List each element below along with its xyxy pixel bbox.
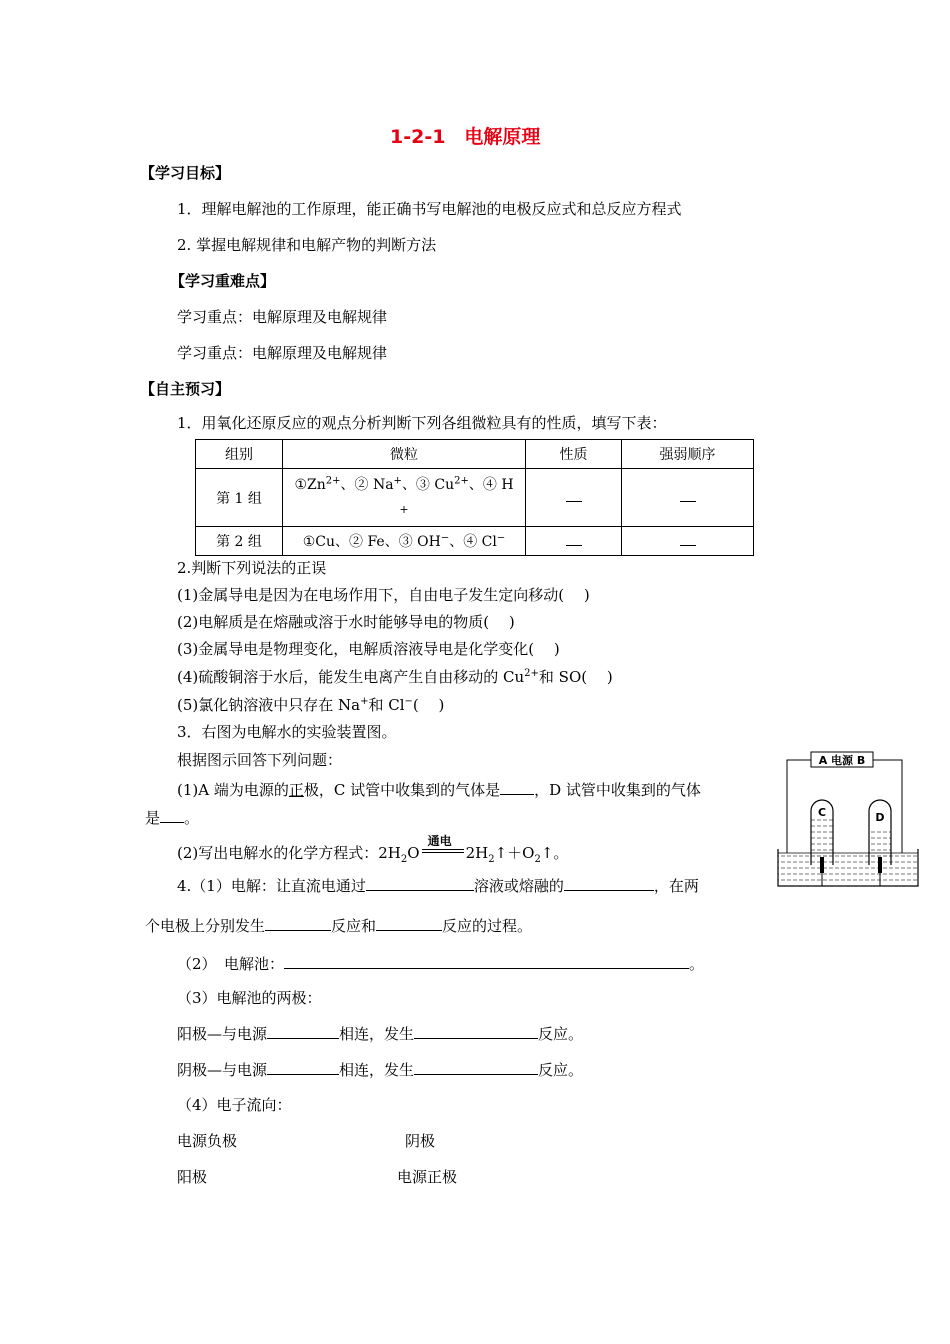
q3-1-text: 极，C 试管中收集到的气体是 bbox=[303, 781, 501, 799]
particles-cell bbox=[283, 469, 526, 527]
question-4-1 bbox=[177, 875, 699, 896]
answer-blank[interactable] bbox=[566, 533, 582, 546]
question-2-4 bbox=[177, 667, 613, 687]
answer-cell[interactable] bbox=[622, 469, 754, 527]
cathode-text: 反应。 bbox=[538, 1061, 584, 1079]
question-4-1-cont bbox=[145, 915, 532, 936]
particle-cu: 、③ Cu bbox=[401, 477, 455, 493]
key-points-heading: 【学习重难点】 bbox=[170, 272, 276, 290]
objective-1: 1．理解电解池的工作原理，能正确书写电解池的电极反应式和总反应方程式 bbox=[177, 200, 682, 218]
answer-blank[interactable] bbox=[414, 1059, 538, 1075]
question-2-2: (2)电解质是在熔融或溶于水时能够导电的物质( ) bbox=[177, 613, 515, 631]
answer-blank[interactable] bbox=[160, 807, 184, 823]
equals-line bbox=[422, 849, 464, 850]
question-3: 3．右图为电解水的实验装置图。 bbox=[177, 723, 397, 741]
answer-blank[interactable] bbox=[284, 953, 689, 969]
anode-text: 阳极—与电源 bbox=[177, 1025, 268, 1043]
q2-5-text: 和 Cl bbox=[368, 696, 405, 714]
charge: − bbox=[440, 532, 450, 544]
key-point-2: 学习重点：电解原理及电解规律 bbox=[177, 344, 388, 362]
flow-2-from: 阳极 bbox=[177, 1168, 208, 1186]
subscript: 2 bbox=[400, 854, 408, 865]
tube-d-liquid bbox=[869, 831, 891, 859]
flow-2-to: 电源正极 bbox=[397, 1168, 458, 1186]
q4-1-text: ，在两 bbox=[653, 877, 699, 895]
answer-blank[interactable] bbox=[566, 489, 582, 502]
power-source-label: A 电源 B bbox=[818, 754, 866, 767]
equals-line bbox=[422, 852, 464, 853]
charge: 2+ bbox=[325, 475, 341, 487]
q3-1-text: 。 bbox=[184, 809, 200, 827]
question-4-4: （4）电子流向： bbox=[177, 1096, 292, 1114]
q3-2-text: 2H bbox=[465, 844, 489, 862]
particle-zn: ①Zn bbox=[294, 477, 326, 493]
question-4-3: （3）电解池的两极： bbox=[177, 989, 322, 1007]
electrode-c bbox=[820, 857, 824, 873]
charge: 2+ bbox=[454, 475, 469, 487]
key-point-1: 学习重点：电解原理及电解规律 bbox=[177, 308, 388, 326]
particle-cl: 、④ Cl bbox=[449, 534, 497, 550]
question-3-1 bbox=[177, 779, 701, 800]
question-3-1-cont bbox=[145, 807, 199, 828]
anode-text: 反应。 bbox=[538, 1025, 584, 1043]
particle-h: 、④ H bbox=[468, 477, 514, 493]
flow-1-from: 电源负极 bbox=[177, 1132, 238, 1150]
charge: − bbox=[404, 696, 413, 707]
q3-1-text: 是 bbox=[145, 809, 161, 827]
charge: 2+ bbox=[524, 668, 539, 679]
question-4-2 bbox=[177, 953, 704, 974]
water-in-trough bbox=[778, 853, 918, 886]
answer-cell[interactable] bbox=[622, 527, 754, 556]
cathode-text: 相连，发生 bbox=[339, 1061, 415, 1079]
flow-1-to: 阴极 bbox=[405, 1132, 436, 1150]
q3-1-text: ，D 试管中收集到的气体 bbox=[534, 781, 701, 799]
q2-4-text: 和 SO( ) bbox=[538, 668, 613, 686]
particles-table bbox=[195, 439, 754, 556]
table-header-cell: 性质 bbox=[526, 440, 622, 469]
q4-2-text: 。 bbox=[689, 955, 705, 973]
cathode-line bbox=[177, 1059, 583, 1080]
electrolysis-apparatus-figure bbox=[775, 745, 925, 890]
particles-cell bbox=[283, 527, 526, 556]
q4-1-text: 个电极上分别发生 bbox=[145, 917, 266, 935]
question-2-1: (1)金属导电是因为在电场作用下，自由电子发生定向移动( ) bbox=[177, 586, 590, 604]
question-3-intro: 根据图示回答下列问题： bbox=[177, 751, 343, 769]
anode-text: 相连，发生 bbox=[339, 1025, 415, 1043]
q4-1-text: 溶液或熔融的 bbox=[473, 877, 564, 895]
question-1: 1．用氧化还原反应的观点分析判断下列各组微粒具有的性质，填写下表： bbox=[177, 414, 667, 432]
table-header-cell: 强弱顺序 bbox=[622, 440, 754, 469]
tube-d-label: D bbox=[875, 811, 885, 824]
table-row bbox=[196, 527, 754, 556]
answer-cell[interactable] bbox=[526, 527, 622, 556]
answer-cell[interactable] bbox=[526, 469, 622, 527]
cathode-text: 阴极—与电源 bbox=[177, 1061, 268, 1079]
answer-blank[interactable] bbox=[376, 915, 442, 931]
answer-blank[interactable] bbox=[265, 915, 331, 931]
group-cell: 第 1 组 bbox=[196, 469, 283, 527]
answer-blank[interactable] bbox=[414, 1023, 538, 1039]
q2-5-text: (5)氯化钠溶液中只存在 Na bbox=[177, 696, 361, 714]
particle-list: ①Cu、② Fe、③ OH bbox=[302, 534, 441, 550]
charge-wrap: + bbox=[399, 503, 409, 516]
objective-2: 2. 掌握电解规律和电解产物的判断方法 bbox=[177, 236, 437, 254]
question-2-5 bbox=[177, 695, 444, 715]
page-title: 1-2-1 电解原理 bbox=[390, 126, 541, 148]
table-header-cell: 组别 bbox=[196, 440, 283, 469]
q3-2-text: ↑。 bbox=[540, 844, 569, 862]
q3-2-text: ↑＋O bbox=[494, 844, 535, 862]
table-header-row bbox=[196, 440, 754, 469]
answer-blank[interactable] bbox=[267, 1059, 339, 1075]
answer-blank[interactable] bbox=[680, 489, 696, 502]
question-3-2 bbox=[177, 834, 569, 865]
q4-1-text: 反应的过程。 bbox=[442, 917, 533, 935]
q3-1-text: (1)A 端为电源的 bbox=[177, 781, 289, 799]
charge: − bbox=[496, 532, 506, 544]
q2-4-text: (4)硫酸铜溶于水后，能发生电离产生自由移动的 Cu bbox=[177, 668, 525, 686]
question-2: 2.判断下列说法的正误 bbox=[177, 559, 327, 577]
q4-1-text: 反应和 bbox=[331, 917, 377, 935]
q4-1-text: 4.（1）电解：让直流电通过 bbox=[177, 877, 366, 895]
electrode-d bbox=[878, 857, 882, 873]
charge: + bbox=[393, 475, 402, 487]
particle-na: 、② Na bbox=[340, 477, 394, 493]
subscript: 2 bbox=[488, 854, 495, 865]
group-cell: 第 2 组 bbox=[196, 527, 283, 556]
q2-5-text: ( ) bbox=[412, 696, 445, 714]
answer-blank[interactable] bbox=[564, 875, 654, 891]
answer-blank[interactable] bbox=[267, 1023, 339, 1039]
charge: + bbox=[360, 696, 369, 707]
q3-1-underlined: 正 bbox=[288, 781, 304, 799]
anode-line bbox=[177, 1023, 583, 1044]
q3-2-text: O bbox=[407, 844, 420, 862]
answer-blank[interactable] bbox=[366, 875, 474, 891]
subscript: 2 bbox=[534, 854, 541, 865]
table-row bbox=[196, 469, 754, 527]
question-2-3: (3)金属导电是物理变化，电解质溶液导电是化学变化( ) bbox=[177, 640, 560, 658]
answer-blank[interactable] bbox=[500, 779, 534, 795]
tube-c-liquid bbox=[811, 819, 833, 859]
tube-c-label: C bbox=[817, 806, 827, 819]
objectives-heading: 【学习目标】 bbox=[140, 164, 231, 182]
wire-left bbox=[787, 760, 811, 853]
condition-label: 通电 bbox=[427, 834, 452, 848]
answer-blank[interactable] bbox=[680, 533, 696, 546]
preview-heading: 【自主预习】 bbox=[140, 380, 231, 398]
q4-2-text: （2） 电解池： bbox=[177, 955, 285, 973]
table-header-cell: 微粒 bbox=[283, 440, 526, 469]
q3-2-text: (2)写出电解水的化学方程式：2H bbox=[177, 844, 401, 862]
reaction-condition bbox=[420, 834, 466, 863]
